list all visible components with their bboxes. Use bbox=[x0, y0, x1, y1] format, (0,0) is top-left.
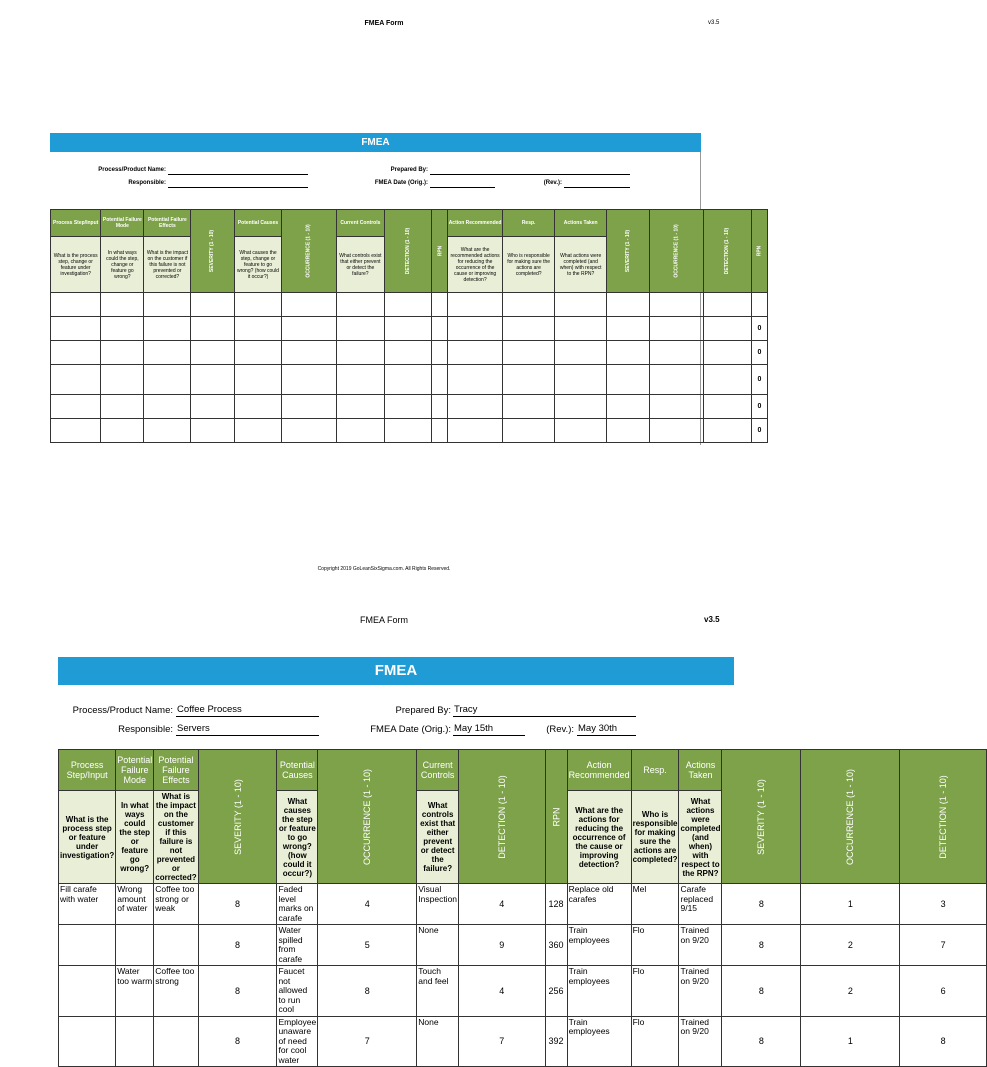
cell-severity: 8 bbox=[198, 1016, 277, 1067]
p2-desc-step: What is the process step or feature under investigation? bbox=[59, 791, 116, 884]
page1-date-field[interactable] bbox=[430, 180, 495, 188]
page2-date-label: FMEA Date (Orig.): bbox=[370, 724, 451, 735]
cell-taken: Trained on 9/20 bbox=[679, 925, 722, 966]
p1-header-detection: DETECTION (1 - 10) bbox=[384, 210, 431, 293]
cell-detection2: 3 bbox=[900, 884, 987, 925]
p1-header-occurrence2: OCCURRENCE (1 - 10) bbox=[650, 210, 704, 293]
cell-occurrence2: 1 bbox=[801, 884, 900, 925]
table-row bbox=[51, 395, 768, 419]
cell-rpn: 360 bbox=[545, 925, 567, 966]
cell-occurrence: 7 bbox=[318, 1016, 417, 1067]
p2-header-rpn: RPN bbox=[545, 750, 567, 884]
cell-severity2: 8 bbox=[722, 884, 801, 925]
p1-header-detection2: DETECTION (1 - 10) bbox=[704, 210, 751, 293]
page1-rev-field[interactable] bbox=[564, 180, 630, 188]
rpn-cell: 0 bbox=[751, 317, 767, 341]
table-row bbox=[51, 365, 768, 395]
p2-header-controls: Current Controls bbox=[417, 750, 459, 791]
p2-desc-effects: What is the impact on the customer if this failure is not prevented or corrected? bbox=[155, 792, 197, 882]
copyright: Copyright 2019 GoLeanSixSigma.com. All Rights Reserved. bbox=[317, 566, 451, 572]
cell-severity2: 8 bbox=[722, 925, 801, 966]
p2-desc-action: What are the actions for reducing the occurrence of the cause or improving detection? bbox=[567, 791, 631, 884]
p1-desc-mode: In what ways could the step, change or feature go wrong? bbox=[101, 237, 144, 293]
cell-rpn: 392 bbox=[545, 1016, 567, 1067]
cell-detection: 4 bbox=[459, 884, 546, 925]
cell-resp: Mel bbox=[631, 884, 679, 925]
rpn-cell: 0 bbox=[751, 365, 767, 395]
cell-control: None bbox=[417, 1016, 459, 1067]
p1-desc-causes: What causes the step, change or feature to go wrong? (how could it occur?) bbox=[234, 237, 282, 293]
page2-rev-label: (Rev.): bbox=[546, 724, 574, 735]
table-row bbox=[51, 341, 768, 365]
p2-desc-mode: In what ways could the step or feature go wrong? bbox=[116, 791, 154, 884]
p2-header-resp: Resp. bbox=[631, 750, 679, 791]
p1-header-occurrence: OCCURRENCE (1 - 10) bbox=[282, 210, 336, 293]
p2-desc-resp: Who is responsible for making sure the actions are completed? bbox=[631, 791, 679, 884]
page2-process-label: Process/Product Name: bbox=[72, 705, 173, 716]
page2-date-field[interactable]: May 15th bbox=[453, 723, 525, 736]
table-row bbox=[51, 419, 768, 443]
p2-header-mode: Potential Failure Mode bbox=[116, 750, 154, 791]
p2-header-action: Action Recommended bbox=[567, 750, 631, 791]
page1-process-label: Process/Product Name: bbox=[98, 167, 166, 173]
rpn-cell: 0 bbox=[751, 395, 767, 419]
page2-version: v3.5 bbox=[704, 615, 720, 624]
cell-occurrence: 4 bbox=[318, 884, 417, 925]
cell-severity: 8 bbox=[198, 966, 277, 1017]
rpn-cell: 0 bbox=[751, 419, 767, 443]
cell-detection2: 7 bbox=[900, 925, 987, 966]
page2-process-field[interactable]: Coffee Process bbox=[176, 704, 319, 717]
cell-cause: Water spilled from carafe bbox=[277, 925, 318, 966]
page2-responsible-field[interactable]: Servers bbox=[176, 723, 319, 736]
cell-action: Train employees bbox=[567, 966, 631, 1017]
page1-fmea-table bbox=[50, 209, 768, 443]
p2-header-taken: Actions Taken bbox=[679, 750, 722, 791]
page2-fmea-table bbox=[58, 749, 987, 1067]
cell-rpn: 128 bbox=[545, 884, 567, 925]
page1-header-title: FMEA Form bbox=[364, 20, 404, 27]
page1-process-field[interactable] bbox=[168, 167, 308, 175]
cell-mode: Water too warm bbox=[116, 966, 154, 1017]
p2-header-severity: SEVERITY (1 - 10) bbox=[198, 750, 277, 884]
p1-header-action: Action Recommended bbox=[448, 210, 502, 237]
table-row bbox=[51, 293, 768, 317]
p2-header-step: Process Step/Input bbox=[59, 750, 116, 791]
table-row bbox=[51, 317, 768, 341]
p1-header-step: Process Step/Input bbox=[51, 210, 101, 237]
p1-header-mode: Potential Failure Mode bbox=[101, 210, 144, 237]
p1-header-effects: Potential Failure Effects bbox=[144, 210, 191, 237]
cell-action: Train employees bbox=[567, 1016, 631, 1067]
cell-severity2: 8 bbox=[722, 966, 801, 1017]
cell-action: Train employees bbox=[567, 925, 631, 966]
page1-responsible-field[interactable] bbox=[168, 180, 308, 188]
rpn-cell bbox=[751, 293, 767, 317]
cell-detection: 7 bbox=[459, 1016, 546, 1067]
cell-effect: Coffee too strong bbox=[154, 966, 198, 1017]
p2-header-occurrence: OCCURRENCE (1 - 10) bbox=[318, 750, 417, 884]
cell-control: None bbox=[417, 925, 459, 966]
cell-effect bbox=[154, 1016, 198, 1067]
cell-effect: Coffee too strong or weak bbox=[154, 884, 198, 925]
table-row bbox=[59, 884, 987, 925]
cell-step bbox=[59, 1016, 116, 1067]
cell-mode bbox=[116, 925, 154, 966]
cell-cause: Employee unaware of need for cool water bbox=[278, 1016, 317, 1065]
cell-effect bbox=[154, 925, 198, 966]
page1-version: v3.5 bbox=[708, 20, 720, 26]
cell-occurrence2: 1 bbox=[801, 1016, 900, 1067]
page2-header-title: FMEA Form bbox=[359, 615, 408, 625]
cell-detection: 4 bbox=[459, 966, 546, 1017]
p1-desc-step: What is the process step, change or feature under investigation? bbox=[51, 237, 101, 293]
cell-step bbox=[59, 925, 116, 966]
table-row bbox=[59, 1016, 987, 1067]
page1-responsible-label: Responsible: bbox=[128, 180, 166, 186]
p1-header-rpn: RPN bbox=[432, 210, 448, 293]
cell-detection2: 6 bbox=[900, 966, 987, 1017]
cell-control: Visual Inspection bbox=[417, 884, 459, 925]
p1-header-rpn2: RPN bbox=[751, 210, 767, 293]
cell-detection2: 8 bbox=[900, 1016, 987, 1067]
page1-rev-label: (Rev.): bbox=[543, 180, 562, 186]
cell-occurrence2: 2 bbox=[801, 966, 900, 1017]
p1-desc-resp: Who is responsible for making sure the actions are completed? bbox=[502, 237, 555, 293]
p2-header-detection: DETECTION (1 - 10) bbox=[459, 750, 546, 884]
p1-desc-action: What are the recommended actions for reducing the occurrence of the cause or improving detection? bbox=[448, 237, 502, 293]
cell-taken: Trained on 9/20 bbox=[679, 1016, 722, 1067]
page2-responsible-label: Responsible: bbox=[118, 724, 173, 735]
p1-header-severity: SEVERITY (1 - 10) bbox=[191, 210, 234, 293]
p2-desc-controls: What controls exist that either prevent or detect the failure? bbox=[417, 791, 459, 884]
cell-severity: 8 bbox=[198, 925, 277, 966]
p1-header-controls: Current Controls bbox=[336, 210, 384, 237]
page2-banner: FMEA bbox=[58, 657, 734, 685]
rpn-cell: 0 bbox=[751, 341, 767, 365]
p1-desc-taken: What actions were completed (and when) with respect to the RPN? bbox=[555, 237, 607, 293]
cell-mode: Wrong amount of water bbox=[116, 884, 154, 925]
page2-prepared-label: Prepared By: bbox=[395, 705, 451, 716]
p2-header-occurrence2: OCCURRENCE (1 - 10) bbox=[801, 750, 900, 884]
page1-banner: FMEA bbox=[50, 133, 701, 152]
page1-prepared-label: Prepared By: bbox=[390, 167, 428, 173]
page1-prepared-field[interactable] bbox=[430, 167, 630, 175]
cell-detection: 9 bbox=[459, 925, 546, 966]
page2-prepared-field[interactable]: Tracy bbox=[453, 704, 636, 717]
cell-occurrence: 5 bbox=[318, 925, 417, 966]
p1-header-taken: Actions Taken bbox=[555, 210, 607, 237]
cell-occurrence2: 2 bbox=[801, 925, 900, 966]
cell-taken: Trained on 9/20 bbox=[679, 966, 722, 1017]
p1-header-resp: Resp. bbox=[502, 210, 555, 237]
cell-cause: Faucet not allowed to run cool bbox=[277, 966, 318, 1017]
cell-cause: Faded level marks on carafe bbox=[277, 884, 318, 925]
cell-resp: Flo bbox=[631, 925, 679, 966]
cell-severity: 8 bbox=[198, 884, 277, 925]
cell-resp: Flo bbox=[631, 966, 679, 1017]
table-row bbox=[59, 966, 987, 1017]
cell-mode bbox=[116, 1016, 154, 1067]
page2-rev-field[interactable]: May 30th bbox=[577, 723, 636, 736]
cell-occurrence: 8 bbox=[318, 966, 417, 1017]
table-row bbox=[59, 925, 987, 966]
p1-header-causes: Potential Causes bbox=[234, 210, 282, 237]
cell-resp: Flo bbox=[631, 1016, 679, 1067]
p2-desc-causes: What causes the step or feature to go wrong? (how could it occur?) bbox=[277, 791, 318, 884]
cell-action: Replace old carafes bbox=[567, 884, 631, 925]
cell-taken: Carafe replaced 9/15 bbox=[679, 884, 722, 925]
cell-control: Touch and feel bbox=[417, 966, 459, 1017]
page1-date-label: FMEA Date (Orig.): bbox=[374, 180, 428, 186]
cell-severity2: 8 bbox=[722, 1016, 801, 1067]
p2-header-detection2: DETECTION (1 - 10) bbox=[900, 750, 987, 884]
p2-header-causes: Potential Causes bbox=[277, 750, 318, 791]
p1-header-severity2: SEVERITY (1 - 10) bbox=[606, 210, 649, 293]
p1-desc-effects: What is the impact on the customer if this failure is not prevented or corrected? bbox=[144, 237, 191, 293]
p2-desc-taken: What actions were completed (and when) with respect to the RPN? bbox=[679, 791, 722, 884]
cell-step bbox=[59, 966, 116, 1017]
p2-header-severity2: SEVERITY (1 - 10) bbox=[722, 750, 801, 884]
p1-desc-controls: What controls exist that either prevent or detect the failure? bbox=[336, 237, 384, 293]
cell-step: Fill carafe with water bbox=[59, 884, 116, 925]
p2-header-effects: Potential Failure Effects bbox=[154, 750, 198, 791]
cell-rpn: 256 bbox=[545, 966, 567, 1017]
